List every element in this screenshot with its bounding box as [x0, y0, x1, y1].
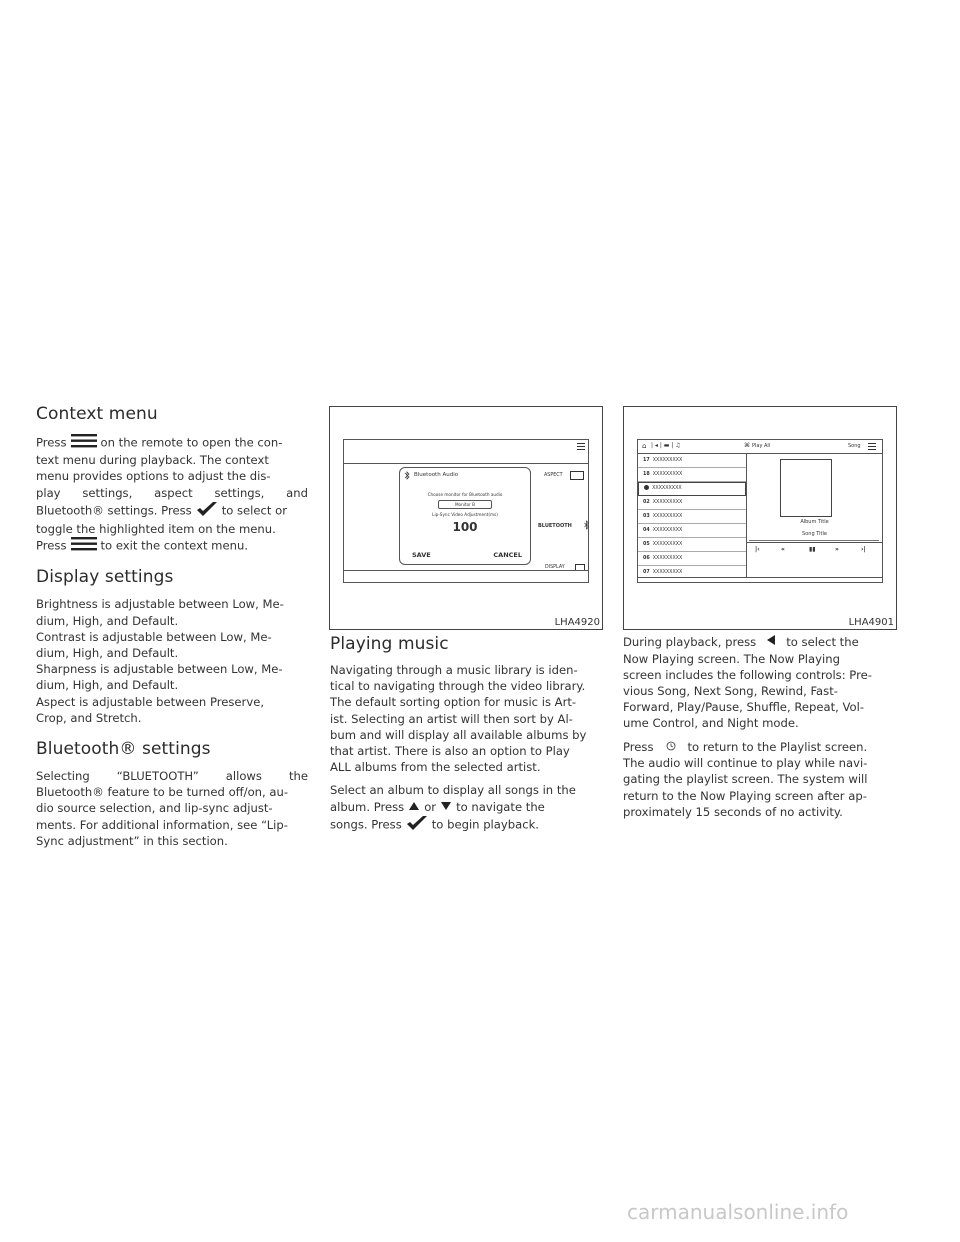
playback-line: Press to return to the Playlist screen. — [623, 739, 868, 754]
track-number: 06 — [643, 556, 650, 561]
list-item[interactable] — [638, 524, 746, 538]
track-title: XXXXXXXXX — [652, 500, 683, 505]
screen — [343, 439, 589, 583]
track-title: XXXXXXXXX — [652, 528, 683, 533]
track-number: 03 — [643, 514, 650, 519]
list-item[interactable] — [638, 496, 746, 510]
context-line: toggle the highlighted item on the menu. — [36, 522, 276, 537]
display-settings-heading: Display settings — [36, 567, 174, 588]
music-line: tical to navigating through the video library. — [330, 679, 586, 694]
music-line: ALL albums from the selected artist. — [330, 760, 541, 775]
list-item[interactable] — [638, 454, 746, 468]
right-column — [623, 634, 895, 820]
menu-icon — [71, 537, 97, 555]
display-line: Sharpness is adjustable between Low, Me- — [36, 662, 283, 677]
context-line: play settings, aspect settings, and — [36, 485, 308, 500]
screen — [637, 439, 883, 583]
menu-icon — [868, 443, 876, 452]
cancel-button[interactable]: CANCEL — [493, 551, 522, 559]
music-line: ist. Selecting an artist will then sort by Al- — [330, 711, 573, 726]
check-icon — [406, 815, 428, 835]
aspect-icon — [570, 471, 584, 480]
context-menu-heading: Context menu — [36, 404, 158, 424]
display-line: Aspect is adjustable between Preserve, — [36, 694, 265, 709]
music-line: The default sorting option for music is Art- — [330, 695, 577, 710]
song-title: Song Title — [802, 531, 827, 537]
context-line: Press on the remote to open the con- — [36, 434, 308, 452]
display-label: DISPLAY — [545, 565, 565, 570]
display-line: dium, High, and Default. — [36, 646, 179, 661]
playback-line: ume Control, and Night mode. — [623, 716, 799, 731]
back-icon — [666, 739, 676, 755]
music-line: Select an album to display all songs in the — [330, 783, 576, 798]
album-art — [780, 459, 832, 517]
sort-song-button[interactable]: Song — [848, 443, 861, 449]
track-list — [638, 454, 746, 579]
music-line: Navigating through a music library is iden- — [330, 663, 578, 677]
track-number: 04 — [643, 528, 650, 533]
bluetooth-line: Bluetooth® feature to be turned off/on, au- — [36, 785, 289, 800]
save-button[interactable]: SAVE — [412, 551, 431, 559]
bottom-divider — [746, 542, 882, 543]
track-number: 17 — [643, 458, 650, 463]
context-line: menu provides options to adjust the dis- — [36, 469, 271, 484]
up-arrow-icon — [408, 799, 420, 815]
watermark: carmanualsonline.info — [627, 1200, 849, 1224]
list-item[interactable] — [638, 552, 746, 566]
popup-title: Bluetooth Audio — [414, 472, 459, 478]
pause-icon[interactable]: ▮▮ — [809, 546, 816, 553]
play-all-button[interactable]: Play All — [752, 443, 771, 449]
bluetooth-audio-popup — [399, 467, 531, 565]
display-line: dium, High, and Default. — [36, 613, 179, 628]
playback-line: gating the playlist screen. The system will — [623, 772, 868, 787]
left-arrow-icon — [766, 634, 776, 650]
track-title: XXXXXXXXX — [652, 486, 682, 491]
track-number: 07 — [643, 570, 650, 575]
screen-bottom-line — [344, 570, 588, 571]
source-icons: | ◂ | ▬ | ♫ — [651, 442, 681, 449]
music-line: album. Press or to navigate the — [330, 799, 545, 814]
figure-playlist — [623, 406, 897, 630]
lip-sync-label: Lip-Sync Video Adjustment(ms) — [432, 512, 498, 517]
menu-icon — [577, 443, 585, 452]
track-title: XXXXXXXXX — [652, 514, 683, 519]
track-number: 18 — [643, 472, 650, 477]
bluetooth-icon — [584, 520, 589, 532]
monitor-select[interactable]: Monitor B — [438, 500, 492, 509]
bluetooth-line: dio source selection, and lip-sync adjust- — [36, 801, 273, 816]
rewind-icon[interactable]: « — [781, 546, 785, 553]
playback-line: return to the Now Playing screen after ap- — [623, 788, 867, 803]
popup-choose-label: Choose monitor for Bluetooth audio — [427, 492, 503, 497]
figure-code: LHA4920 — [554, 617, 600, 628]
track-title: XXXXXXXXX — [652, 542, 683, 547]
bluetooth-line: Selecting “BLUETOOTH” allows the — [36, 769, 308, 784]
playing-icon — [644, 485, 649, 490]
fast-forward-icon[interactable]: » — [835, 546, 839, 553]
track-title: XXXXXXXXX — [652, 472, 683, 477]
down-arrow-icon — [440, 799, 452, 815]
middle-column — [330, 634, 602, 835]
playback-line: Now Playing screen. The Now Playing — [623, 651, 840, 666]
bluetooth-line: Sync adjustment” in this section. — [36, 833, 228, 848]
track-title: XXXXXXXXX — [652, 458, 683, 463]
track-title: XXXXXXXXX — [652, 570, 683, 575]
album-title: Album Title — [800, 519, 829, 525]
playback-line: The audio will continue to play while navi- — [623, 756, 868, 771]
playback-line: During playback, press to select the — [623, 635, 859, 649]
figure-code: LHA4901 — [848, 617, 894, 628]
list-divider — [746, 453, 747, 577]
previous-icon[interactable]: |‹ — [755, 546, 760, 553]
aspect-label: ASPECT — [544, 473, 563, 478]
lip-sync-value[interactable]: 100 — [452, 520, 478, 534]
display-line: Contrast is adjustable between Low, Me- — [36, 629, 272, 644]
playback-line: vious Song, Next Song, Rewind, Fast- — [623, 684, 838, 698]
track-number: 05 — [643, 542, 650, 547]
list-item-selected[interactable] — [638, 482, 746, 496]
list-item[interactable] — [638, 510, 746, 524]
figure-context-menu — [329, 406, 603, 630]
track-title: XXXXXXXXX — [652, 556, 683, 561]
screen-top-bar — [638, 440, 882, 453]
bluetooth-settings-heading: Bluetooth® settings — [36, 739, 211, 760]
playback-line: screen includes the following controls: Pre- — [623, 667, 872, 682]
bluetooth-icon — [404, 471, 410, 482]
bluetooth-item[interactable] — [538, 523, 572, 529]
play-all-icon: ⌘ — [744, 442, 750, 449]
screen-top-bar — [344, 440, 588, 464]
context-line: Press to exit the context menu. — [36, 537, 308, 555]
next-icon[interactable]: ›| — [861, 546, 866, 553]
check-icon — [196, 501, 218, 521]
list-item[interactable] — [638, 468, 746, 482]
menu-icon — [71, 434, 97, 452]
list-item[interactable] — [638, 538, 746, 552]
playback-line: proximately 15 seconds of no activity. — [623, 804, 843, 819]
screen-bottom-line — [638, 577, 882, 578]
home-icon: ⌂ — [642, 442, 647, 450]
display-line: Crop, and Stretch. — [36, 710, 142, 725]
aspect-item[interactable] — [544, 473, 563, 478]
bluetooth-label: BLUETOOTH — [538, 523, 572, 529]
music-line: that artist. There is also an option to Play — [330, 744, 570, 759]
track-number: 02 — [643, 500, 650, 505]
progress-bar[interactable] — [749, 540, 879, 541]
display-line: dium, High, and Default. — [36, 678, 179, 693]
music-line: bum and will display all available albums by — [330, 727, 587, 742]
context-line: Bluetooth® settings. Press to select or — [36, 501, 308, 521]
playback-controls — [747, 544, 882, 558]
playback-line: Forward, Play/Pause, Shuffle, Repeat, Vol- — [623, 700, 865, 715]
playing-music-heading: Playing music — [330, 634, 449, 654]
music-line: songs. Press to begin playback. — [330, 815, 602, 835]
display-line: Brightness is adjustable between Low, Me- — [36, 597, 284, 612]
left-column — [36, 404, 308, 849]
bluetooth-line: ments. For additional information, see “Lip- — [36, 817, 288, 832]
context-line: text menu during playback. The context — [36, 453, 269, 468]
